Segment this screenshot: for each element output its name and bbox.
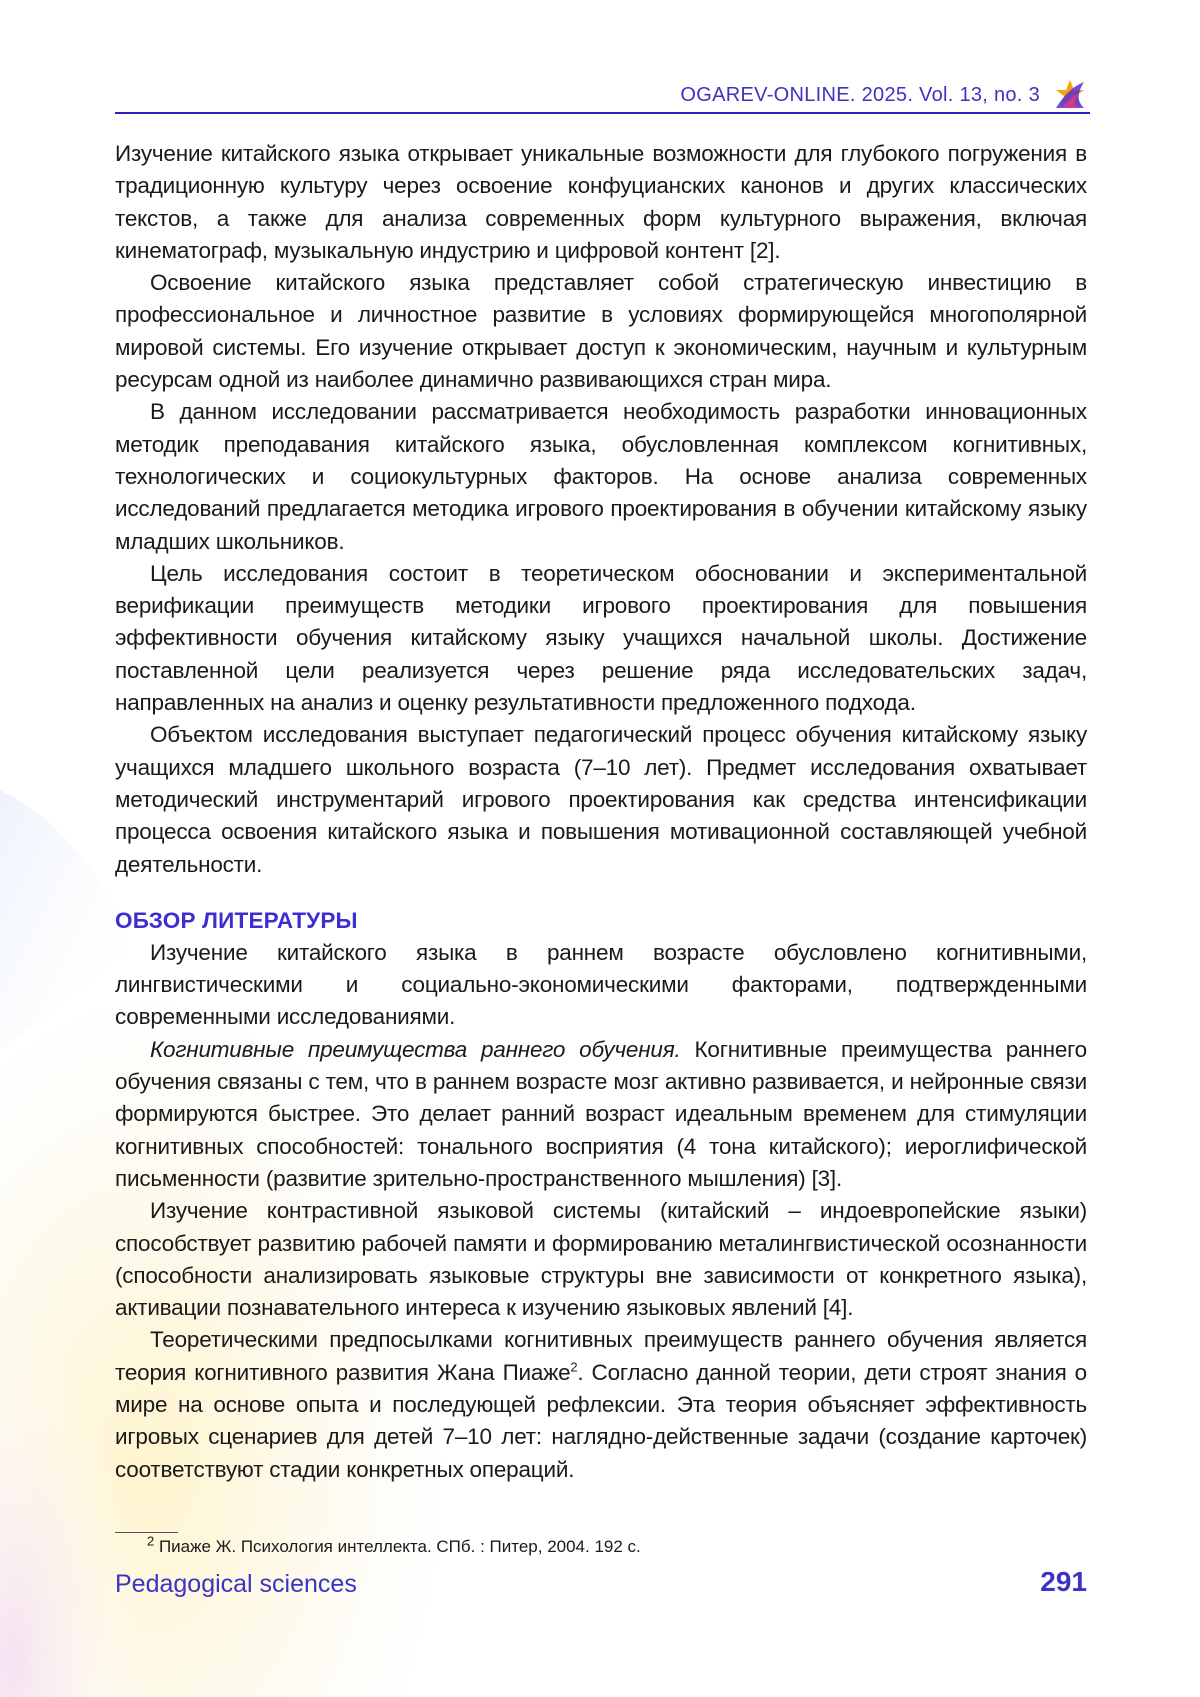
footnote-number: 2: [147, 1533, 154, 1548]
footnote: [147, 1536, 641, 1558]
footnote-text: Пиаже Ж. Психология интеллекта. СПб. : Питер, 2004. 192 с.: [154, 1537, 641, 1556]
paragraph: Изучение контрастивной языковой системы (китайский – индоевропейские языки) способствует развитию рабочей памяти и формированию металингвистической осознанности (способности анализировать языковые структуры вне зависимости от конкретного языка), активации познавательного интереса к изучению языковых явлений [4].: [115, 1195, 1087, 1324]
journal-title: OGAREV-ONLINE. 2025. Vol. 13, no. 3: [680, 84, 1040, 107]
paragraph: Объектом исследования выступает педагогический процесс обучения китайскому языку учащихся младшего школьного возраста (7–10 лет). Предмет исследования охватывает методический инструментарий игрового проектирования как средства интенсификации процесса освоения китайского языка и повышения мотивационной составляющей учебной деятельности.: [115, 719, 1087, 880]
article-body: [115, 138, 1087, 1486]
paragraph: Цель исследования состоит в теоретическом обосновании и экспериментальной верификации преимуществ методики игрового проектирования для повышения эффективности обучения китайскому языку учащихся начальной школы. Достижение поставленной цели реализуется через решение ряда исследовательских задач, направленных на анализ и оценку результативности предложенного подхода.: [115, 558, 1087, 719]
italic-lead: Когнитивные преимущества раннего обучения.: [150, 1037, 681, 1062]
journal-logo-icon: [1050, 78, 1090, 110]
paragraph: В данном исследовании рассматривается необходимость разработки инновационных методик преподавания китайского языка, обусловленная комплексом когнитивных, технологических и социокультурных факторов. На основе анализа современных исследований предлагается методика игрового проектирования в обучении китайскому языку младших школьников.: [115, 396, 1087, 557]
paragraph: Освоение китайского языка представляет собой стратегическую инвестицию в профессиональное и личностное развитие в условиях формирующейся многополярной мировой системы. Его изучение открывает доступ к экономическим, научным и культурным ресурсам одной из наиболее динамично развивающихся стран мира.: [115, 267, 1087, 396]
paragraph-text: Теоретическими предпосылками когнитивных преимуществ раннего обучения является теория когнитивного развития Жана Пиаже: [115, 1327, 1087, 1384]
section-heading: ОБЗОР ЛИТЕРАТУРЫ: [115, 905, 1087, 937]
paragraph-piaget: [115, 1324, 1087, 1485]
footer-section-name: Pedagogical sciences: [115, 1570, 357, 1599]
footnote-ref[interactable]: 2: [570, 1359, 577, 1374]
paragraph-text: Когнитивные преимущества раннего обучения связаны с тем, что в раннем возрасте мозг активно развивается, и нейронные связи формируются быстрее. Это делает ранний возраст идеальным временем для стимуляции когнитивных способностей: тонального восприятия (4 тона китайского); иероглифической письменности (развитие зрительно-пространственного мышления) [3].: [115, 1037, 1087, 1191]
page-number: 291: [1040, 1566, 1087, 1598]
paragraph: Изучение китайского языка в раннем возрасте обусловлено когнитивными, лингвистическими и социально-экономическими факторами, подтвержденными современными исследованиями.: [115, 937, 1087, 1034]
paragraph: Изучение китайского языка открывает уникальные возможности для глубокого погружения в традиционную культуру через освоение конфуцианских канонов и других классических текстов, а также для анализа современных форм культурного выражения, включая кинематограф, музыкальную индустрию и цифровой контент [2].: [115, 138, 1087, 267]
running-header: [115, 78, 1090, 114]
paragraph-text: . Согласно данной теории, дети строят знания о мире на основе опыта и последующей рефлексии. Эта теория объясняет эффективность игровых сценариев для детей 7–10 лет: наглядно-действенные задачи (создание карточек) соответствуют стадии конкретных операций.: [115, 1360, 1087, 1482]
paragraph-cognitive: [115, 1034, 1087, 1195]
